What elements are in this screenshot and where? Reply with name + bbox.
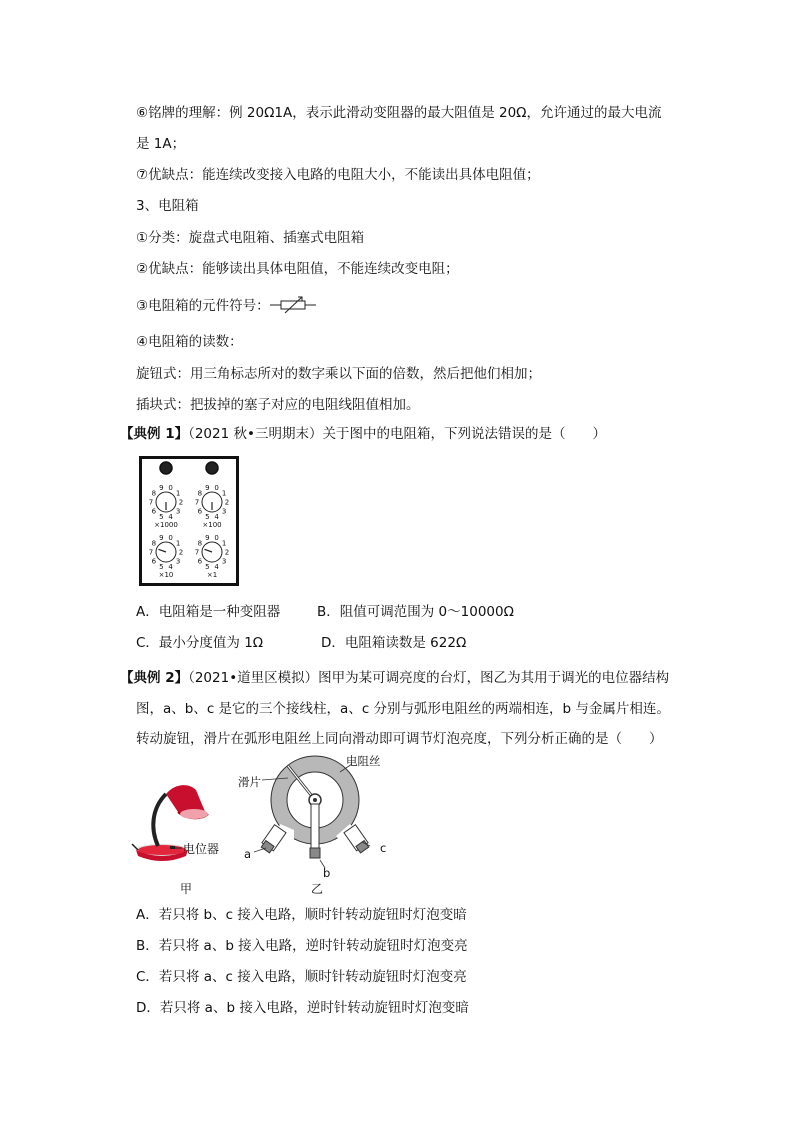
lamp-potentiometer-label: 电位器: [183, 842, 220, 856]
dial-digit: 8: [197, 489, 203, 498]
potentiometer-figure: [240, 752, 400, 876]
desk-lamp-figure: [130, 778, 240, 886]
terminal-b-label: b: [323, 866, 331, 880]
example1-text: （2021 秋•三明期末）关于图中的电阻箱，下列说法错误的是（ ）: [188, 426, 606, 442]
example1-question: [120, 425, 606, 443]
dial-digit: 7: [148, 548, 154, 557]
example2-question-line3: 转动旋钮，滑片在弧形电阻丝上同向滑动即可调节灯泡亮度，下列分析正确的是（ ）: [136, 731, 663, 747]
dial-digit: 8: [151, 539, 157, 548]
figure-caption-yi: 乙: [311, 882, 324, 896]
paragraph-classification: ①分类：旋盘式电阻箱、插塞式电阻箱: [136, 230, 365, 246]
dial-digit: 2: [178, 548, 184, 557]
dial-digit: 2: [224, 498, 230, 507]
dial-digit: 6: [197, 507, 203, 516]
dial-digit: 9: [205, 484, 210, 493]
dial-digit: 4: [168, 512, 173, 521]
terminal-a-label: a: [244, 847, 252, 861]
dial-digit: 9: [205, 534, 210, 543]
dial-digit: 9: [159, 484, 164, 493]
dial-digit: 1: [175, 539, 181, 548]
example2-option-a[interactable]: A．若只将 b、c 接入电路，顺时针转动旋钮时灯泡变暗: [136, 907, 467, 923]
dial-digit: 0: [168, 534, 173, 543]
example2-question-line2: 图，a、b、c 是它的三个接线柱，a、c 分别与弧形电阻丝的两端相连，b 与金属片相连。: [136, 701, 670, 717]
dial-multiplier: ×1: [206, 571, 218, 579]
dial-digit: 0: [214, 534, 219, 543]
paragraph-pros-cons-box: ②优缺点：能够读出具体电阻值，不能连续改变电阻；: [136, 261, 459, 277]
dial-digit: 5: [159, 512, 164, 521]
example1-option-b[interactable]: B．阻值可调范围为 0～10000Ω: [317, 604, 514, 620]
example2-option-d[interactable]: D．若只将 a、b 接入电路，逆时针转动旋钮时灯泡变暗: [136, 1000, 469, 1016]
example1-tag: 【典例 1】: [120, 426, 189, 442]
example2-option-b[interactable]: B．若只将 a、b 接入电路，逆时针转动旋钮时灯泡变亮: [136, 938, 468, 954]
dial-digit: 5: [205, 512, 210, 521]
resistance-box-figure: [139, 456, 239, 586]
dial-digit: 8: [151, 489, 157, 498]
dial-digit: 0: [168, 484, 173, 493]
dial-multiplier: ×1000: [154, 521, 178, 529]
example2-question-line1: [120, 669, 669, 687]
paragraph-reading: ④电阻箱的读数：: [136, 334, 243, 350]
terminal-left-icon: [160, 462, 172, 474]
example1-option-c[interactable]: C．最小分度值为 1Ω: [136, 635, 264, 651]
section-heading-resistance-box: 3、电阻箱: [136, 198, 199, 214]
dial-digit: 8: [197, 539, 203, 548]
dial-digit: 2: [224, 548, 230, 557]
dial-multiplier: ×10: [158, 571, 174, 579]
dial-digit: 7: [148, 498, 154, 507]
example1-option-d[interactable]: D．电阻箱读数是 622Ω: [321, 635, 467, 651]
dial-digit: 5: [205, 562, 210, 571]
paragraph-symbol: [136, 297, 270, 315]
terminal-right-icon: [206, 462, 218, 474]
example1-option-a[interactable]: A．电阻箱是一种变阻器: [136, 604, 281, 620]
dial-multiplier: ×100: [202, 521, 222, 529]
paragraph-plug-type: 插块式：把拔掉的塞子对应的电阻线阻值相加。: [136, 397, 420, 413]
dial-digit: 4: [214, 512, 219, 521]
dial-digit: 6: [197, 557, 203, 566]
symbol-label: ③电阻箱的元件符号：: [136, 298, 270, 314]
dial-digit: 7: [194, 548, 200, 557]
dial-digit: 0: [214, 484, 219, 493]
paragraph-pros-cons-rheostat: ⑦优缺点：能连续改变接入电路的电阻大小，不能读出具体电阻值；: [136, 167, 540, 183]
dial-digit: 2: [178, 498, 184, 507]
dial-digit: 1: [175, 489, 181, 498]
wire-label: 电阻丝: [346, 754, 381, 768]
dial-digit: 3: [175, 507, 181, 516]
dial-digit: 7: [194, 498, 200, 507]
figure-caption-jia: 甲: [180, 882, 193, 896]
example2-text-line1: （2021•道里区模拟）图甲为某可调亮度的台灯，图乙为其用于调光的电位器结构: [188, 670, 670, 686]
dial-digit: 1: [221, 539, 227, 548]
dial-digit: 4: [214, 562, 219, 571]
dial-digit: 9: [159, 534, 164, 543]
dial-digit: 1: [221, 489, 227, 498]
dial-digit: 3: [175, 557, 181, 566]
terminal-c-label: c: [380, 841, 387, 855]
paragraph-knob-type: 旋钮式：用三角标志所对的数字乘以下面的倍数，然后把他们相加；: [136, 366, 541, 382]
example2-tag: 【典例 2】: [120, 670, 189, 686]
dial-digit: 6: [151, 507, 157, 516]
paragraph-nameplate: ⑥铭牌的理解：例 20Ω1A，表示此滑动变阻器的最大阻值是 20Ω，允许通过的最大电流: [136, 105, 662, 121]
resistance-box-symbol-icon: [270, 294, 316, 316]
example2-option-c[interactable]: C．若只将 a、c 接入电路，顺时针转动旋钮时灯泡变亮: [136, 969, 467, 985]
dial-digit: 4: [168, 562, 173, 571]
dial-digit: 3: [221, 557, 227, 566]
dial-digit: 6: [151, 557, 157, 566]
paragraph-nameplate-cont: 是 1A；: [136, 136, 186, 152]
slider-label: 滑片: [238, 775, 261, 789]
dial-digit: 3: [221, 507, 227, 516]
dial-digit: 5: [159, 562, 164, 571]
